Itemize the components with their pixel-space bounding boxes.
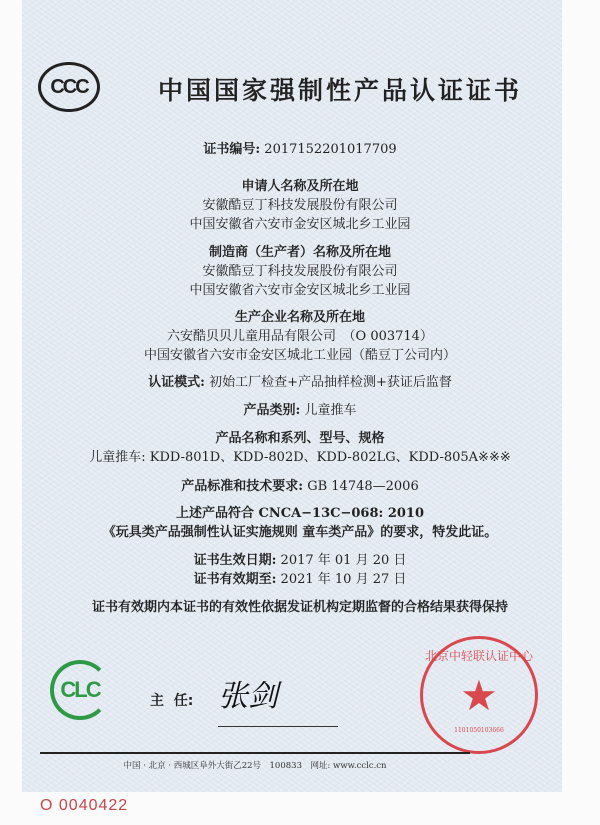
issue-date [0,553,600,569]
cert-no-value: 2017152201017709 [264,142,397,157]
manufacturer-heading: 制造商（生产者）名称及所在地 [208,245,391,260]
issue-label: 证书生效日期: [193,553,277,568]
conformity-line-1: 上述产品符合 CNCA−13C−068: 2010 [175,506,425,521]
serial-number: O 0040422 [40,797,129,814]
clc-logo: CLC [50,660,110,720]
manufacturer-name: 安徽酷豆丁科技发展股份有限公司 [202,264,398,279]
manufacturer-address: 中国安徽省六安市金安区城北乡工业园 [189,283,411,298]
standard-value: GB 14748—2006 [307,479,419,494]
expiry-label: 证书有效期至: [193,572,277,587]
cert-no-label: 证书编号: [203,142,261,157]
factory-heading: 生产企业名称及所在地 [234,310,365,325]
expiry-value: 2021 年 10 月 27 日 [280,572,407,587]
footer-address: 中国 · 北京 · 西城区阜外大街乙22号 100833 网址: www.cclc.cn [123,761,387,771]
mode-value: 初始工厂检查+产品抽样检测+获证后监督 [209,375,452,390]
product-standard [0,479,600,495]
factory-name: 六安酷贝贝儿童用品有限公司 （O 003714） [167,329,433,344]
product-category [0,403,600,419]
category-value: 儿童推车 [304,403,357,418]
official-seal [420,636,538,754]
validity-note: 证书有效期内本证书的有效性依据发证机构定期监督的合格结果获得保持 [91,600,508,615]
director-label: 主 任: [150,693,194,709]
applicant-heading: 申请人名称及所在地 [241,179,359,194]
applicant-address: 中国安徽省六安市金安区城北乡工业园 [189,217,411,232]
certificate-title: 中国国家强制性产品认证证书 [157,76,522,105]
issue-value: 2017 年 01 月 20 日 [280,553,407,568]
category-label: 产品类别: [243,403,301,418]
mode-label: 认证模式: [148,375,205,390]
models-heading: 产品名称和系列、型号、规格 [215,431,385,446]
applicant-name: 安徽酷豆丁科技发展股份有限公司 [202,198,398,213]
factory-address: 中国安徽省六安市金安区城北工业园（酷豆丁公司内） [143,348,456,363]
star-icon: ★ [460,671,498,720]
signature: 张剑 [218,672,338,727]
conformity-line-2: 《玩具类产品强制性认证实施规则 童车类产品》的要求，特发此证。 [102,525,498,540]
footer-divider [40,752,470,754]
standard-label: 产品标准和技术要求: [181,479,304,494]
seal-text: 北京中轻联认证中心 [424,649,533,663]
expiry-date [0,572,600,588]
certification-mode [0,375,600,391]
seal-number: 1101050103666 [454,727,504,734]
certificate-number [0,142,600,158]
models-list: 儿童推车: KDD-801D、KDD-802D、KDD-802LG、KDD-805A※※※ [89,450,511,465]
ccc-logo: CCC [38,62,100,112]
